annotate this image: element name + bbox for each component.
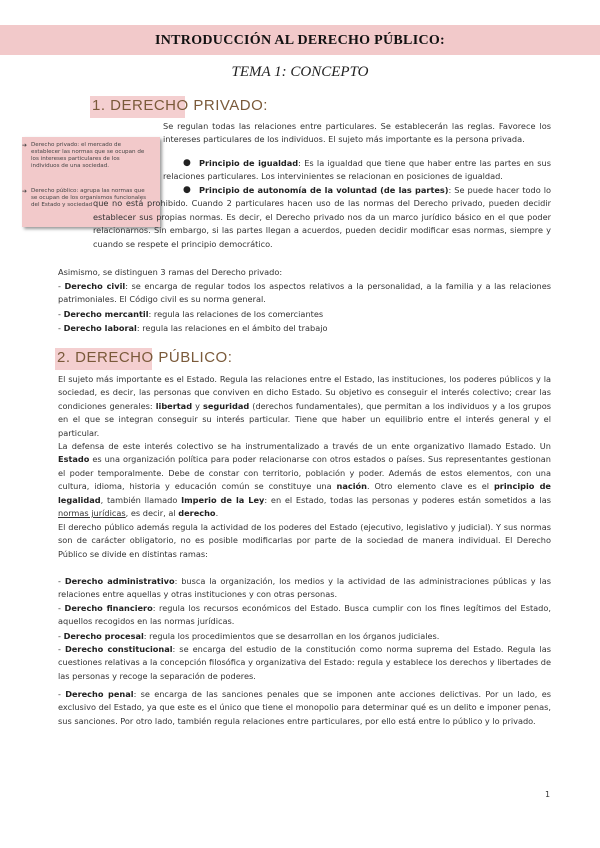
p2-legalidad: principio de legalidad (58, 481, 551, 505)
arrow-icon: ➔ (22, 188, 28, 195)
branch-laboral: - Derecho laboral: regula las relaciones en el ámbito del trabajo (58, 323, 328, 333)
branches-intro: Asimismo, se distinguen 3 ramas del Derecho privado: (58, 267, 283, 277)
public-paragraph-1 (58, 373, 551, 440)
page-number: 1 (545, 790, 551, 799)
section-heading-private: 1. DERECHO PRIVADO: (92, 97, 268, 114)
p1-libertad: libertad (155, 400, 193, 411)
p2-text-b: es una organización política para poder relacionarse con otros estados o países. Sus representantes gestionan el poder temporalmente. Debe de constar con territorio, población y poder. Además de estos elementos, con una cultura, idioma, historia y educación común se constituye una (58, 454, 551, 492)
p2-text-c: . Otro elemento clave es el (366, 481, 494, 492)
p2-text-a: La defensa de este interés colectivo se ha instrumentalizado a través de un ente organizativo llamado Estado. Un (58, 441, 551, 451)
branch-financiero-label: Derecho financiero (64, 603, 153, 613)
branch-mercantil-text: : regula las relaciones de los comerciantes (148, 309, 324, 319)
p2-derecho: derecho (178, 508, 216, 519)
branch-civil: - Derecho civil: se encarga de regular todos los aspectos relativos a la personalidad, a la familia y a las relaciones patrimoniales. El Código civil es su norma general. (58, 281, 551, 305)
p2-nacion: nación (336, 481, 367, 492)
branch-laboral-text: : regula las relaciones en el ámbito del trabajo (136, 323, 328, 333)
branch-mercantil: - Derecho mercantil: regula las relaciones de los comerciantes (58, 309, 324, 319)
principle-autonomy-label: Principio de autonomía de la voluntad (de las partes) (199, 185, 449, 195)
p1-seguridad: seguridad (203, 400, 250, 411)
branch-administrativo-label: Derecho administrativo (64, 576, 175, 586)
section-heading-public: 2. DERECHO PÚBLICO: (57, 349, 233, 366)
callout-text-public: Derecho público: agrupa las normas que se ocupan de los organismos funcionales del Estado y sociedad (31, 188, 147, 208)
branch-civil-label: Derecho civil (64, 281, 126, 291)
p1-text-a: El sujeto más importante es el Estado. Regula las relaciones entre el Estado, las instituciones, los poderes públicos y la sociedad, es decir, las personas que conviven en dicho Estado. Su objetivo es conseguir el interés colectivo; crear las condiciones generales: (58, 374, 551, 411)
callout-item-private (22, 142, 149, 170)
document-subtitle: TEMA 1: CONCEPTO (231, 64, 369, 80)
bullet-icon: ● (183, 158, 191, 168)
branch-constitucional-label: Derecho constitucional (64, 644, 173, 654)
branch-procesal-label: Derecho procesal (63, 631, 144, 641)
branch-penal-label: Derecho penal (65, 689, 134, 699)
p2-imperio: Imperio de la Ley (181, 494, 265, 505)
principle-autonomy (93, 184, 551, 251)
p2-text-e: : en el Estado, todas las personas y poderes están sometidos a las (264, 494, 552, 505)
p2-text-d: , también llamado (100, 494, 182, 505)
p1-text-b: (derechos fundamentales), que permitan a los individuos y a los grupos en el que se integran conseguir su interés particular. Tiene que haber un equilibrio entre el interés general y el particular. (58, 400, 551, 438)
branch-procesal-text: : regula los procedimientos que se desarrollan en los órganos judiciales. (143, 631, 440, 641)
bullet-icon: ● (183, 185, 191, 195)
branch-constitucional-text: : se encarga del estudio de la constitución como norma suprema del Estado. Regula las cuestiones relativas a la concepción filosófica y organizativa del Estado: regula y establece los derechos y libertades de las personas y recoge la separación de poderes. (58, 644, 552, 681)
branch-administrativo: - Derecho administrativo: busca la organización, los medios y la actividad de las administraciones públicas y las relaciones entre aquellas y otras instituciones y con otras personas. (58, 576, 551, 600)
principle-equality (163, 157, 551, 184)
branch-financiero-text: : regula los recursos económicos del Estado. Busca cumplir con los fines legítimos del Estado, aquellos recogidos en las normas jurídicas. (58, 603, 551, 627)
callout-text-private: Derecho privado: el mercado de establecer las normas que se ocupan de los intereses particulares de los individuos de una sociedad. (31, 142, 145, 169)
principle-equality-label: Principio de igualdad (199, 158, 299, 168)
branch-mercantil-label: Derecho mercantil (63, 309, 149, 319)
branch-procesal: - Derecho procesal: regula los procedimientos que se desarrollan en los órganos judiciales. (58, 631, 440, 641)
branch-laboral-label: Derecho laboral (63, 323, 137, 333)
branch-financiero: - Derecho financiero: regula los recursos económicos del Estado. Busca cumplir con los fines legítimos del Estado, aquellos recogidos en las normas jurídicas. (58, 603, 551, 627)
branch-penal-text: : se encarga de las sanciones penales que se imponen ante acciones delictivas. Por un lado, es exclusivo del Estado, ya que este es el único que tiene el monopolio para determinar qué es un delito e imponer penas, sus sanciones. Por otro lado, también regula relaciones entre particulares, por ello está entre lo público y lo privado. (58, 689, 551, 726)
document-title: INTRODUCCIÓN AL DERECHO PÚBLICO: (154, 33, 446, 48)
p2-normas-juridicas: normas jurídicas (58, 508, 126, 519)
public-paragraph-3: El derecho público además regula la actividad de los poderes del Estado (ejecutivo, legislativo y judicial). Y sus normas son de carácter obligatorio, no es posible modificarlas por parte de la sociedad de manera individual. El Derecho Público se divide en distintas ramas: (58, 522, 551, 559)
private-intro-paragraph: Se regulan todas las relaciones entre particulares. Se establecerán las reglas. Favorece los intereses particulares de los individuos. El sujeto más importante es la persona privada. (163, 121, 551, 145)
p2-text-f: , es decir, al (125, 508, 179, 519)
branch-administrativo-text: : busca la organización, los medios y la actividad de las administraciones públicas y las relaciones entre aquellas y otras instituciones y con otras personas. (58, 576, 551, 600)
branch-civil-text: : se encarga de regular todos los aspectos relativos a la personalidad, a la familia y a las relaciones patrimoniales. El Código civil es su norma general. (58, 281, 551, 305)
principle-equality-text: : Es la igualdad que tiene que haber entre las partes en sus relaciones particulares. Los intervinientes se relacionan en posiciones de igualdad. (163, 158, 551, 182)
p1-y: y (192, 400, 203, 411)
p2-estado: Estado (58, 454, 90, 465)
branch-constitucional: - Derecho constitucional: se encarga del estudio de la constitución como norma suprema del Estado. Regula las cuestiones relativas a la concepción filosófica y organizativa del Estado: regula y establece los derechos y libertades de las personas y recoge la separación de poderes. (58, 644, 552, 681)
principle-autonomy-text: : Se puede hacer todo lo que no está prohibido. Cuando 2 particulares hacen uso de las normas del Derecho privado, pueden decidir establecer sus propias normas. Es decir, el Derecho privado nos da un marco jurídico básico en el que poder relacionarnos. Sin embargo, si las partes llegan a acuerdos, pueden decidir modificar esas normas, siempre y cuando se respete el principio democrático. (93, 185, 551, 249)
p2-text-g: . (215, 508, 219, 519)
public-paragraph-2 (58, 440, 551, 520)
branch-penal: - Derecho penal: se encarga de las sanciones penales que se imponen ante acciones delictivas. Por un lado, es exclusivo del Estado, ya que este es el único que tiene el monopolio para determinar qué es un delito e imponer penas, sus sanciones. Por otro lado, también regula relaciones entre particulares, por ello está entre lo público y lo privado. (58, 689, 551, 726)
arrow-icon: ➔ (22, 142, 28, 149)
